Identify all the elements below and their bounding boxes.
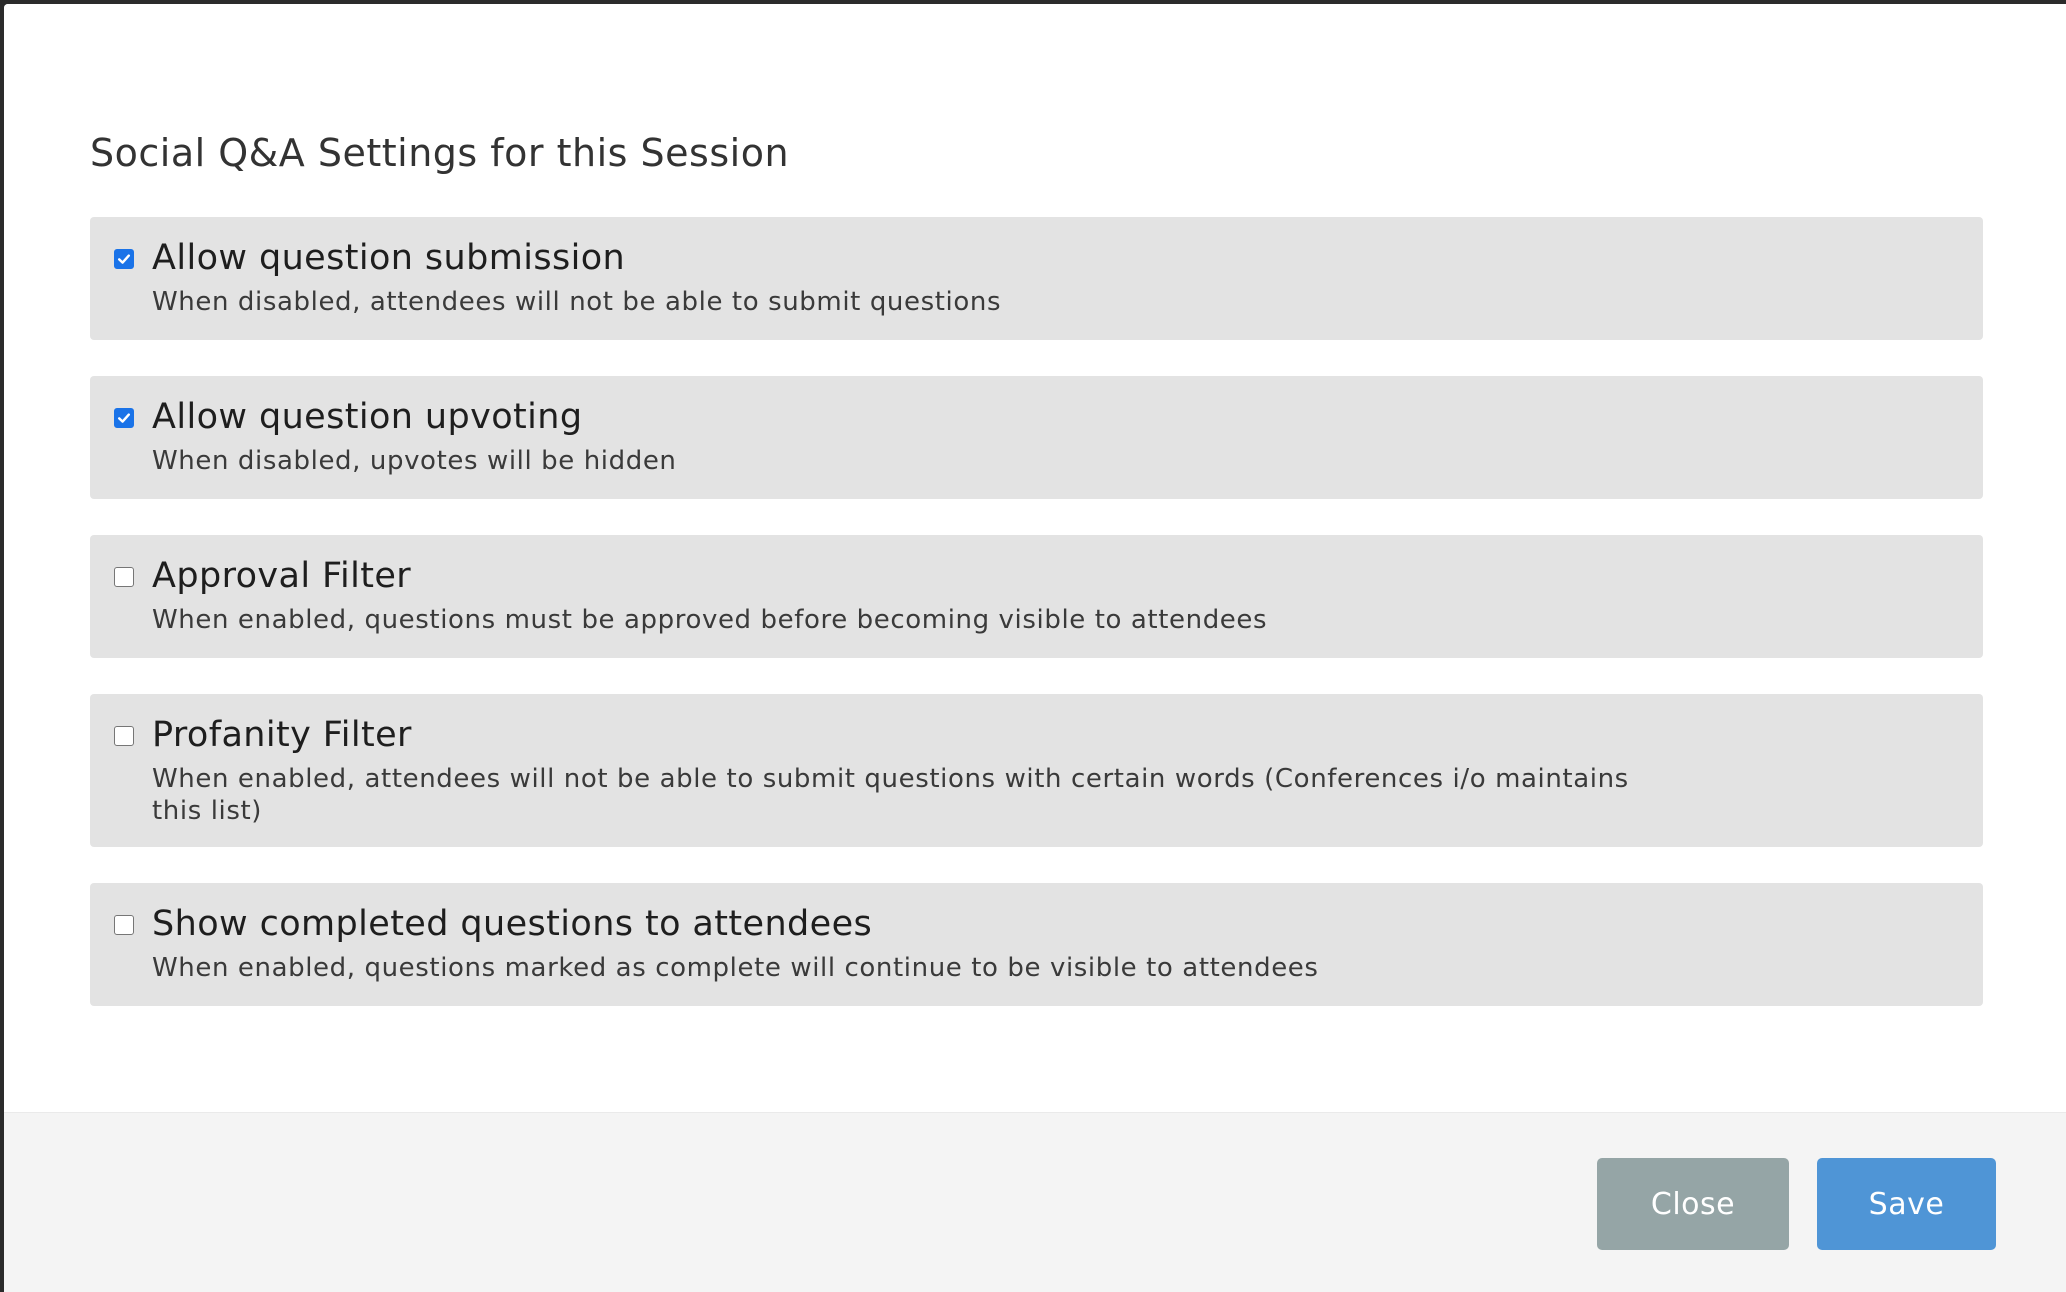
- setting-description: When enabled, questions marked as complete will continue to be visible to attendees: [152, 953, 1319, 983]
- dialog-footer: [4, 1112, 2066, 1292]
- setting-description: When enabled, attendees will not be able to submit questions with certain words (Conferences i/o maintains this list): [152, 764, 1629, 826]
- setting-profanity-filter: [90, 694, 1983, 847]
- setting-description: When enabled, questions must be approved before becoming visible to attendees: [152, 605, 1268, 635]
- setting-description: When disabled, attendees will not be able to submit questions: [152, 287, 1002, 317]
- setting-label[interactable]: Show completed questions to attendees: [152, 904, 873, 944]
- checkmark-icon: [116, 410, 132, 426]
- setting-label[interactable]: Allow question submission: [152, 238, 626, 278]
- dialog-title: Social Q&A Settings for this Session: [90, 131, 790, 175]
- setting-description: When disabled, upvotes will be hidden: [152, 446, 677, 476]
- setting-approval-filter: [90, 535, 1983, 658]
- dialog-body: [4, 4, 2066, 1112]
- profanity-filter-checkbox[interactable]: [114, 726, 134, 746]
- setting-allow-question-upvoting: [90, 376, 1983, 499]
- show-completed-questions-checkbox[interactable]: [114, 915, 134, 935]
- checkmark-icon: [116, 251, 132, 267]
- settings-list: [90, 217, 1983, 1042]
- setting-label[interactable]: Profanity Filter: [152, 715, 412, 755]
- approval-filter-checkbox[interactable]: [114, 567, 134, 587]
- setting-label[interactable]: Approval Filter: [152, 556, 412, 596]
- allow-question-submission-checkbox[interactable]: [114, 249, 134, 269]
- qa-settings-dialog: [4, 4, 2066, 1292]
- save-button[interactable]: Save: [1817, 1158, 1996, 1250]
- close-button[interactable]: Close: [1597, 1158, 1789, 1250]
- setting-label[interactable]: Allow question upvoting: [152, 397, 583, 437]
- allow-question-upvoting-checkbox[interactable]: [114, 408, 134, 428]
- setting-show-completed-questions: [90, 883, 1983, 1006]
- setting-allow-question-submission: [90, 217, 1983, 340]
